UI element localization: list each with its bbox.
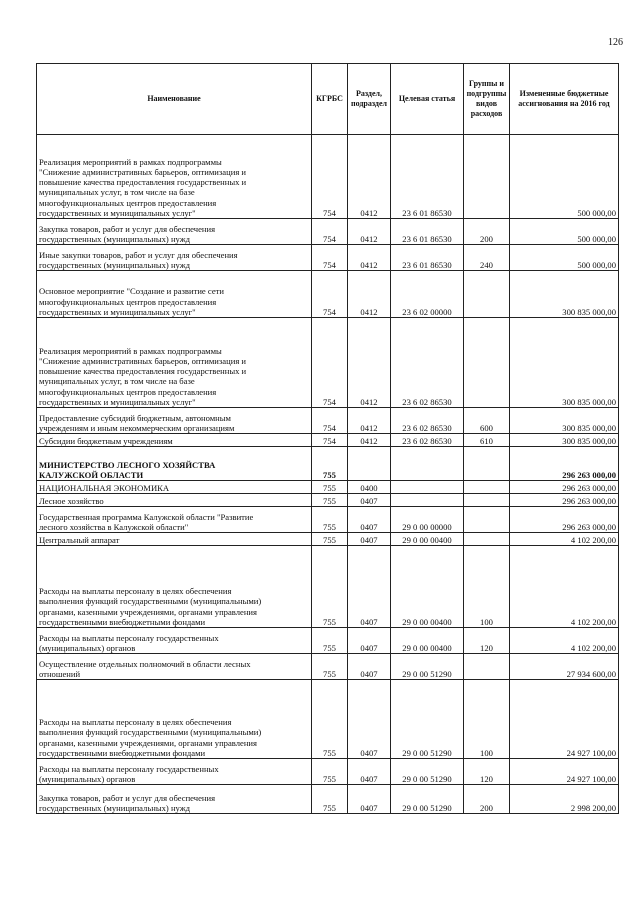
table-row [37,680,619,759]
row-group: 610 [464,434,510,447]
table-row [37,785,619,814]
row-name-text: Субсидии бюджетным учреждениям [39,435,173,446]
row-name [37,408,312,434]
row-kgrbs: 755 [312,533,348,546]
row-amount: 24 927 100,00 [510,680,619,759]
row-target: 29 0 00 00400 [391,546,464,628]
row-section: 0407 [348,507,391,533]
row-kgrbs: 755 [312,494,348,507]
row-amount: 500 000,00 [510,135,619,219]
row-name [37,434,312,447]
row-kgrbs: 755 [312,785,348,814]
row-section: 0407 [348,680,391,759]
row-target: 23 6 02 86530 [391,434,464,447]
table-row [37,408,619,434]
header-section: Раздел, подраздел [348,64,391,135]
row-name [37,546,312,628]
row-name [37,219,312,245]
row-target: 23 6 01 86530 [391,219,464,245]
row-name-text: Реализация мероприятий в рамках подпрограммы "Снижение административных барьеров, оптимизация и повышение качества предоставления государственных и муниципальных услуг, в том числе на базе многофункциональных центров предоставления государственных и муниципальных услуг" [39,345,247,407]
row-group [464,318,510,408]
row-group: 600 [464,408,510,434]
row-kgrbs: 755 [312,507,348,533]
row-amount: 4 102 200,00 [510,533,619,546]
row-kgrbs: 754 [312,245,348,271]
row-name [37,447,312,481]
row-name [37,318,312,408]
table-header-row [37,64,619,135]
row-group: 100 [464,546,510,628]
row-section: 0407 [348,654,391,680]
row-name-text: Реализация мероприятий в рамках подпрограммы "Снижение административных барьеров, оптимизация и повышение качества предоставления государственных и муниципальных услуг, в том числе на базе многофункциональных центров предоставления государственных и муниципальных услуг" [39,156,247,218]
row-section: 0407 [348,546,391,628]
row-group [464,271,510,318]
row-name-text: Закупка товаров, работ и услуг для обеспечения государственных (муниципальных) нужд [39,792,216,813]
row-group [464,654,510,680]
row-amount: 2 998 200,00 [510,785,619,814]
row-name-text: Иные закупки товаров, работ и услуг для обеспечения государственных (муниципальных) нужд [39,249,238,270]
row-target: 29 0 00 51290 [391,759,464,785]
row-target: 23 6 02 86530 [391,408,464,434]
row-name [37,654,312,680]
table-row [37,271,619,318]
row-amount: 300 835 000,00 [510,271,619,318]
row-section: 0412 [348,434,391,447]
row-amount: 27 934 600,00 [510,654,619,680]
row-group [464,447,510,481]
row-target: 29 0 00 51290 [391,785,464,814]
row-section: 0412 [348,245,391,271]
row-target [391,481,464,494]
row-name-text: Предоставление субсидий бюджетным, автономным учреждениям и иным некоммерческим организациям [39,412,235,433]
row-section: 0400 [348,481,391,494]
row-name [37,271,312,318]
row-name [37,135,312,219]
row-target [391,447,464,481]
row-name-text: Расходы на выплаты персоналу в целях обеспечения выполнения функций государственными (муниципальными) органами, казенными учреждениями, органами управления государственными внебюджетными фондами [39,717,262,758]
row-group: 200 [464,219,510,245]
row-section: 0412 [348,318,391,408]
row-name-text: НАЦИОНАЛЬНАЯ ЭКОНОМИКА [39,482,170,493]
row-name-text: Расходы на выплаты персоналу государственных (муниципальных) органов [39,632,219,653]
row-section [348,447,391,481]
row-target: 29 0 00 00400 [391,533,464,546]
row-name [37,785,312,814]
row-name [37,628,312,654]
row-target: 29 0 00 00400 [391,628,464,654]
header-name: Наименование [37,64,312,135]
row-name-text: Расходы на выплаты персоналу в целях обеспечения выполнения функций государственными (муниципальными) органами, казенными учреждениями, органами управления государственными внебюджетными фондами [39,586,262,627]
row-kgrbs: 754 [312,271,348,318]
header-kgrbs: КГРБС [312,64,348,135]
row-amount: 296 263 000,00 [510,494,619,507]
row-name [37,245,312,271]
header-groups: Группы и подгруппы видов расходов [464,64,510,135]
row-target: 23 6 01 86530 [391,135,464,219]
table-row [37,533,619,546]
row-target: 29 0 00 00000 [391,507,464,533]
row-target: 29 0 00 51290 [391,654,464,680]
table-row [37,245,619,271]
row-group: 120 [464,628,510,654]
table-row [37,434,619,447]
row-name [37,533,312,546]
table-row [37,628,619,654]
row-name-text: Закупка товаров, работ и услуг для обеспечения государственных (муниципальных) нужд [39,223,216,244]
row-kgrbs: 754 [312,135,348,219]
row-name-text: МИНИСТЕРСТВО ЛЕСНОГО ХОЗЯЙСТВА КАЛУЖСКОЙ ОБЛАСТИ [39,459,216,480]
row-group [464,135,510,219]
row-target: 29 0 00 51290 [391,680,464,759]
row-kgrbs: 754 [312,219,348,245]
row-name-text: Лесное хозяйство [39,495,104,506]
row-name-text: Осуществление отдельных полномочий в области лесных отношений [39,658,251,679]
row-name [37,507,312,533]
page-number: 126 [608,37,623,48]
row-section: 0407 [348,628,391,654]
table-row [37,507,619,533]
row-name-text: Государственная программа Калужской области "Развитие лесного хозяйства в Калужской области" [39,511,254,532]
row-group [464,494,510,507]
row-group [464,507,510,533]
table-row [37,447,619,481]
row-kgrbs: 755 [312,759,348,785]
row-group: 200 [464,785,510,814]
row-section: 0412 [348,219,391,245]
row-kgrbs: 754 [312,434,348,447]
row-group [464,481,510,494]
row-amount: 24 927 100,00 [510,759,619,785]
row-amount: 300 835 000,00 [510,408,619,434]
row-section: 0407 [348,759,391,785]
table-row [37,481,619,494]
row-group [464,533,510,546]
row-section: 0412 [348,135,391,219]
row-kgrbs: 755 [312,680,348,759]
row-name [37,494,312,507]
table-row [37,318,619,408]
row-amount: 500 000,00 [510,219,619,245]
row-amount: 296 263 000,00 [510,507,619,533]
row-section: 0407 [348,785,391,814]
row-kgrbs: 755 [312,654,348,680]
row-target [391,494,464,507]
row-kgrbs: 755 [312,481,348,494]
table-row [37,546,619,628]
row-amount: 500 000,00 [510,245,619,271]
row-section: 0412 [348,408,391,434]
row-kgrbs: 755 [312,628,348,654]
row-amount: 300 835 000,00 [510,434,619,447]
row-kgrbs: 755 [312,447,348,481]
header-target: Целевая статья [391,64,464,135]
row-section: 0407 [348,494,391,507]
row-group: 120 [464,759,510,785]
table-row [37,219,619,245]
row-target: 23 6 02 86530 [391,318,464,408]
row-section: 0407 [348,533,391,546]
row-group: 100 [464,680,510,759]
row-group: 240 [464,245,510,271]
row-name-text: Центральный аппарат [39,534,120,545]
budget-table [36,63,619,814]
row-amount: 300 835 000,00 [510,318,619,408]
row-name-text: Расходы на выплаты персоналу государственных (муниципальных) органов [39,763,219,784]
table-row [37,494,619,507]
row-kgrbs: 754 [312,408,348,434]
row-kgrbs: 755 [312,546,348,628]
row-name-text: Основное мероприятие "Создание и развитие сети многофункциональных центров предоставления государственных и муниципальных услуг" [39,286,224,317]
row-amount: 4 102 200,00 [510,546,619,628]
row-amount: 4 102 200,00 [510,628,619,654]
table-row [37,759,619,785]
row-kgrbs: 754 [312,318,348,408]
row-amount: 296 263 000,00 [510,481,619,494]
table-row [37,135,619,219]
row-target: 23 6 01 86530 [391,245,464,271]
header-amount: Измененные бюджетные ассигнования на 2016 год [510,64,619,135]
row-target: 23 6 02 00000 [391,271,464,318]
row-amount: 296 263 000,00 [510,447,619,481]
row-name [37,759,312,785]
row-name [37,481,312,494]
row-name [37,680,312,759]
table-row [37,654,619,680]
row-section: 0412 [348,271,391,318]
